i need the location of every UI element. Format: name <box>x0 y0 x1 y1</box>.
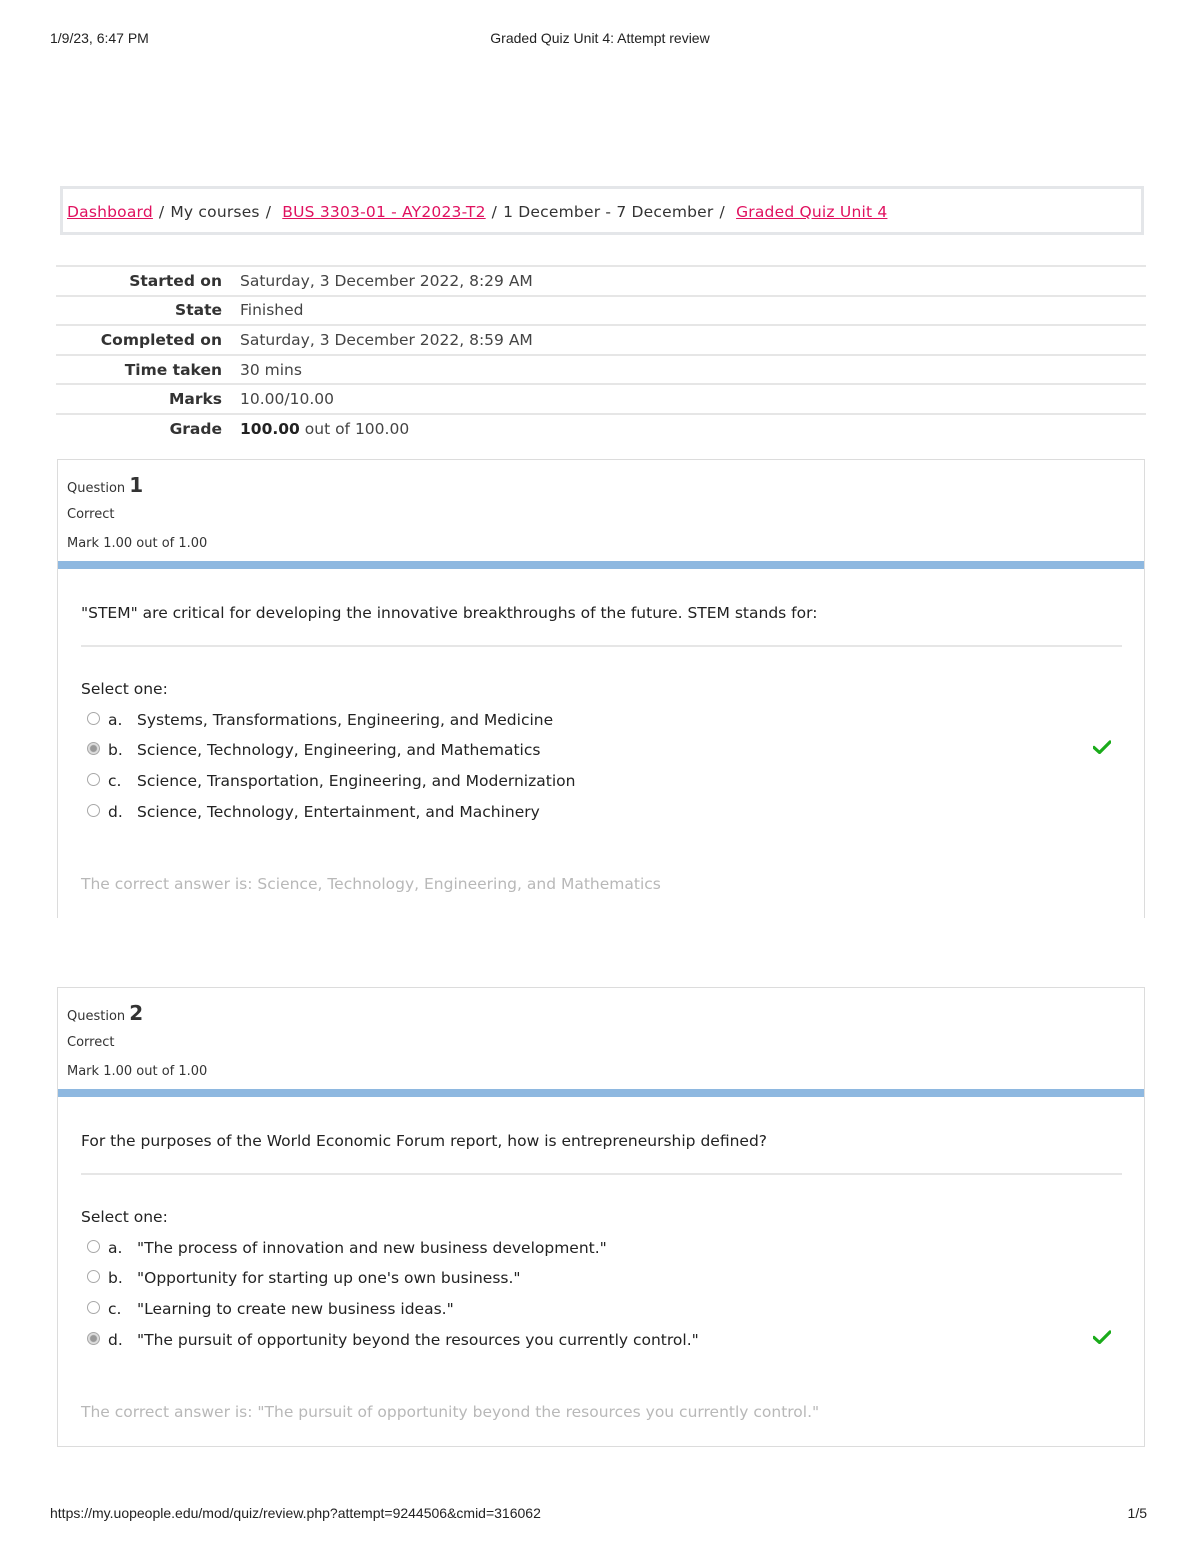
answer-letter: d. <box>108 803 123 821</box>
correct-answer-text: The correct answer is: Science, Technology, Engineering, and Mathematics <box>81 875 661 893</box>
answer-option-a[interactable] <box>87 709 553 731</box>
summary-value: Saturday, 3 December 2022, 8:29 AM <box>240 271 533 290</box>
question-info <box>67 998 207 1087</box>
answer-letter: a. <box>108 711 123 729</box>
breadcrumb-quiz-link[interactable]: Graded Quiz Unit 4 <box>736 203 888 221</box>
question-text: "STEM" are critical for developing the innovative breakthroughs of the future. STEM stands for: <box>81 604 818 622</box>
answer-option-a[interactable] <box>87 1237 607 1259</box>
select-one-label: Select one: <box>81 680 168 698</box>
question-mark: Mark 1.00 out of 1.00 <box>67 1064 208 1079</box>
summary-row <box>56 355 1146 385</box>
radio-button[interactable] <box>87 804 100 817</box>
question-feedback <box>59 861 1143 919</box>
divider <box>81 645 1122 647</box>
breadcrumb-dashboard-link[interactable]: Dashboard <box>67 203 153 221</box>
answer-text: "The process of innovation and new business development." <box>137 1239 607 1257</box>
answer-option-b[interactable] <box>87 739 540 761</box>
answer-text: "Learning to create new business ideas." <box>137 1300 454 1318</box>
print-url: https://my.uopeople.edu/mod/quiz/review.php?attempt=9244506&cmid=316062 <box>50 1505 541 1521</box>
answer-letter: d. <box>108 1331 123 1349</box>
breadcrumb <box>67 203 887 221</box>
summary-value: 10.00/10.00 <box>240 390 334 409</box>
answer-text: Science, Technology, Entertainment, and Machinery <box>137 803 540 821</box>
grade-suffix: out of 100.00 <box>304 420 410 439</box>
print-date: 1/9/23, 6:47 PM <box>50 30 149 46</box>
breadcrumb-course-link[interactable]: BUS 3303-01 - AY2023-T2 <box>282 203 486 221</box>
question-number: 2 <box>129 1001 144 1025</box>
answer-letter: c. <box>108 1300 122 1318</box>
radio-button[interactable] <box>87 1270 100 1283</box>
question-status: Correct <box>67 1034 115 1050</box>
answer-option-b[interactable] <box>87 1267 521 1289</box>
question-text: For the purposes of the World Economic Forum report, how is entrepreneurship defined? <box>81 1132 768 1150</box>
breadcrumb-week: 1 December - 7 December <box>503 203 714 221</box>
question-mark: Mark 1.00 out of 1.00 <box>67 536 208 551</box>
question-label: Question <box>67 1009 126 1024</box>
select-one-label: Select one: <box>81 1208 168 1226</box>
answer-letter: a. <box>108 1239 123 1257</box>
summary-label: Started on <box>129 271 222 290</box>
radio-button[interactable] <box>87 1301 100 1314</box>
answer-text: Science, Transportation, Engineering, and Modernization <box>137 772 576 790</box>
breadcrumb-box <box>60 186 1144 235</box>
correct-check-icon <box>1093 1330 1111 1344</box>
question-1 <box>57 459 1145 918</box>
answer-option-c[interactable] <box>87 770 575 792</box>
summary-row-grade <box>56 414 1146 444</box>
question-label: Question <box>67 481 126 496</box>
summary-row <box>56 325 1146 355</box>
grade-value: 100.00 <box>240 420 300 439</box>
question-content <box>58 561 1144 862</box>
correct-answer-text: The correct answer is: "The pursuit of opportunity beyond the resources you currently control." <box>81 1403 820 1421</box>
summary-label: Completed on <box>100 330 222 349</box>
radio-button[interactable] <box>87 712 100 725</box>
question-status: Correct <box>67 506 115 522</box>
breadcrumb-separator: / <box>491 203 498 221</box>
breadcrumb-separator: / <box>265 203 272 221</box>
radio-button[interactable] <box>87 773 100 786</box>
attempt-summary-table <box>56 265 1146 444</box>
answer-option-d[interactable] <box>87 1329 699 1351</box>
answer-letter: b. <box>108 741 123 759</box>
summary-value: Finished <box>240 301 304 320</box>
answer-text: Systems, Transformations, Engineering, and Medicine <box>137 711 554 729</box>
answer-letter: b. <box>108 1269 123 1287</box>
print-header <box>50 30 1150 50</box>
question-number: 1 <box>129 473 144 497</box>
question-info <box>67 470 207 559</box>
answer-option-d[interactable] <box>87 801 540 823</box>
radio-button-selected[interactable] <box>87 1332 100 1345</box>
summary-row <box>56 266 1146 296</box>
radio-button-selected[interactable] <box>87 742 100 755</box>
breadcrumb-separator: / <box>719 203 725 221</box>
question-2 <box>57 987 1145 1447</box>
radio-button[interactable] <box>87 1240 100 1253</box>
question-feedback <box>59 1389 1143 1446</box>
answer-letter: c. <box>108 772 122 790</box>
answer-text: Science, Technology, Engineering, and Mathematics <box>137 741 541 759</box>
print-footer <box>50 1505 1147 1525</box>
summary-row <box>56 384 1146 414</box>
summary-label: State <box>175 301 222 320</box>
summary-label: Marks <box>168 390 222 409</box>
grade-value-cell <box>240 414 1146 444</box>
question-content <box>58 1089 1144 1390</box>
summary-value: Saturday, 3 December 2022, 8:59 AM <box>240 330 533 349</box>
breadcrumb-my-courses: My courses <box>170 203 260 221</box>
print-title: Graded Quiz Unit 4: Attempt review <box>490 30 710 46</box>
divider <box>81 1173 1122 1175</box>
summary-label: Time taken <box>124 360 222 379</box>
answer-text: "Opportunity for starting up one's own business." <box>137 1269 521 1287</box>
correct-check-icon <box>1093 740 1111 754</box>
breadcrumb-separator: / <box>158 203 165 221</box>
answer-text: "The pursuit of opportunity beyond the resources you currently control." <box>137 1331 699 1349</box>
grade-label: Grade <box>169 420 222 439</box>
summary-value: 30 mins <box>240 360 302 379</box>
summary-row <box>56 296 1146 326</box>
print-page-number: 1/5 <box>1127 1505 1147 1521</box>
answer-option-c[interactable] <box>87 1298 454 1320</box>
